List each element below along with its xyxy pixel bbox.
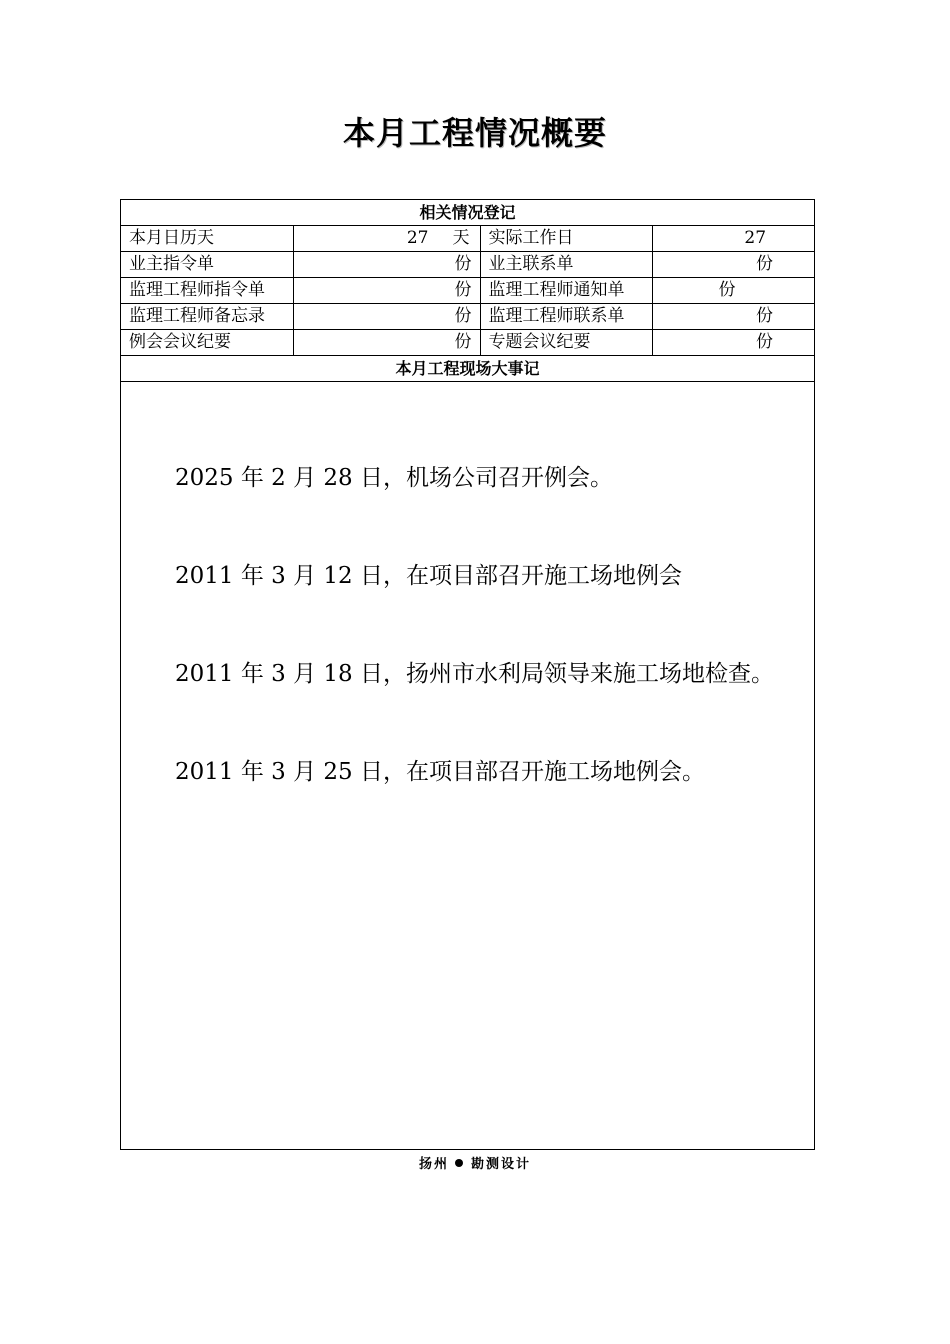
events-list bbox=[175, 462, 774, 854]
value-number: 27 bbox=[406, 228, 429, 248]
row-label: 专题会议纪要 bbox=[480, 330, 652, 356]
row-value bbox=[293, 330, 480, 356]
list-item: 2011 年 3 月 25 日，在项目部召开施工场地例会。 bbox=[175, 759, 705, 785]
row-value bbox=[293, 252, 480, 278]
value-unit: 份 bbox=[756, 332, 774, 352]
table-row bbox=[121, 330, 814, 356]
row-value bbox=[652, 278, 814, 304]
row-label: 本月日历天 bbox=[121, 226, 293, 252]
value-unit: 份 bbox=[718, 280, 736, 300]
row-value bbox=[652, 226, 814, 252]
value-unit: 份 bbox=[454, 280, 472, 300]
row-label: 监理工程师备忘录 bbox=[121, 304, 293, 330]
row-label: 监理工程师通知单 bbox=[480, 278, 652, 304]
footer-left-text: 扬州 bbox=[418, 1157, 449, 1172]
row-label: 例会会议纪要 bbox=[121, 330, 293, 356]
value-unit: 份 bbox=[454, 332, 472, 352]
list-item: 2011 年 3 月 18 日，扬州市水利局领导来施工场地检查。 bbox=[175, 661, 774, 687]
list-item: 2011 年 3 月 12 日，在项目部召开施工场地例会 bbox=[175, 563, 682, 589]
value-unit: 份 bbox=[756, 254, 774, 274]
value-unit: 份 bbox=[756, 306, 774, 326]
row-value bbox=[293, 278, 480, 304]
row-label: 业主联系单 bbox=[480, 252, 652, 278]
bullet-dot-icon bbox=[455, 1159, 463, 1167]
registration-table bbox=[121, 200, 814, 382]
row-label: 监理工程师联系单 bbox=[480, 304, 652, 330]
summary-table-frame bbox=[120, 199, 815, 1150]
value-unit: 天 bbox=[452, 228, 470, 248]
list-item: 2025 年 2 月 28 日，机场公司召开例会。 bbox=[175, 465, 613, 491]
table-row bbox=[121, 278, 814, 304]
section-heading-registration: 相关情况登记 bbox=[121, 200, 814, 226]
value-unit: 份 bbox=[454, 254, 472, 274]
row-value bbox=[652, 252, 814, 278]
table-row bbox=[121, 304, 814, 330]
row-value bbox=[652, 330, 814, 356]
row-value bbox=[652, 304, 814, 330]
value-number: 27 bbox=[744, 228, 767, 248]
page-title: 本月工程情况概要 bbox=[342, 114, 607, 152]
row-label: 业主指令单 bbox=[121, 252, 293, 278]
row-label: 实际工作日 bbox=[480, 226, 652, 252]
footer-right-text: 勘测设计 bbox=[471, 1157, 532, 1172]
table-row bbox=[121, 226, 814, 252]
row-label: 监理工程师指令单 bbox=[121, 278, 293, 304]
row-value bbox=[293, 226, 480, 252]
value-unit: 份 bbox=[454, 306, 472, 326]
row-value bbox=[293, 304, 480, 330]
page-footer bbox=[0, 1153, 950, 1172]
table-row bbox=[121, 252, 814, 278]
section-heading-events: 本月工程现场大事记 bbox=[121, 356, 814, 382]
